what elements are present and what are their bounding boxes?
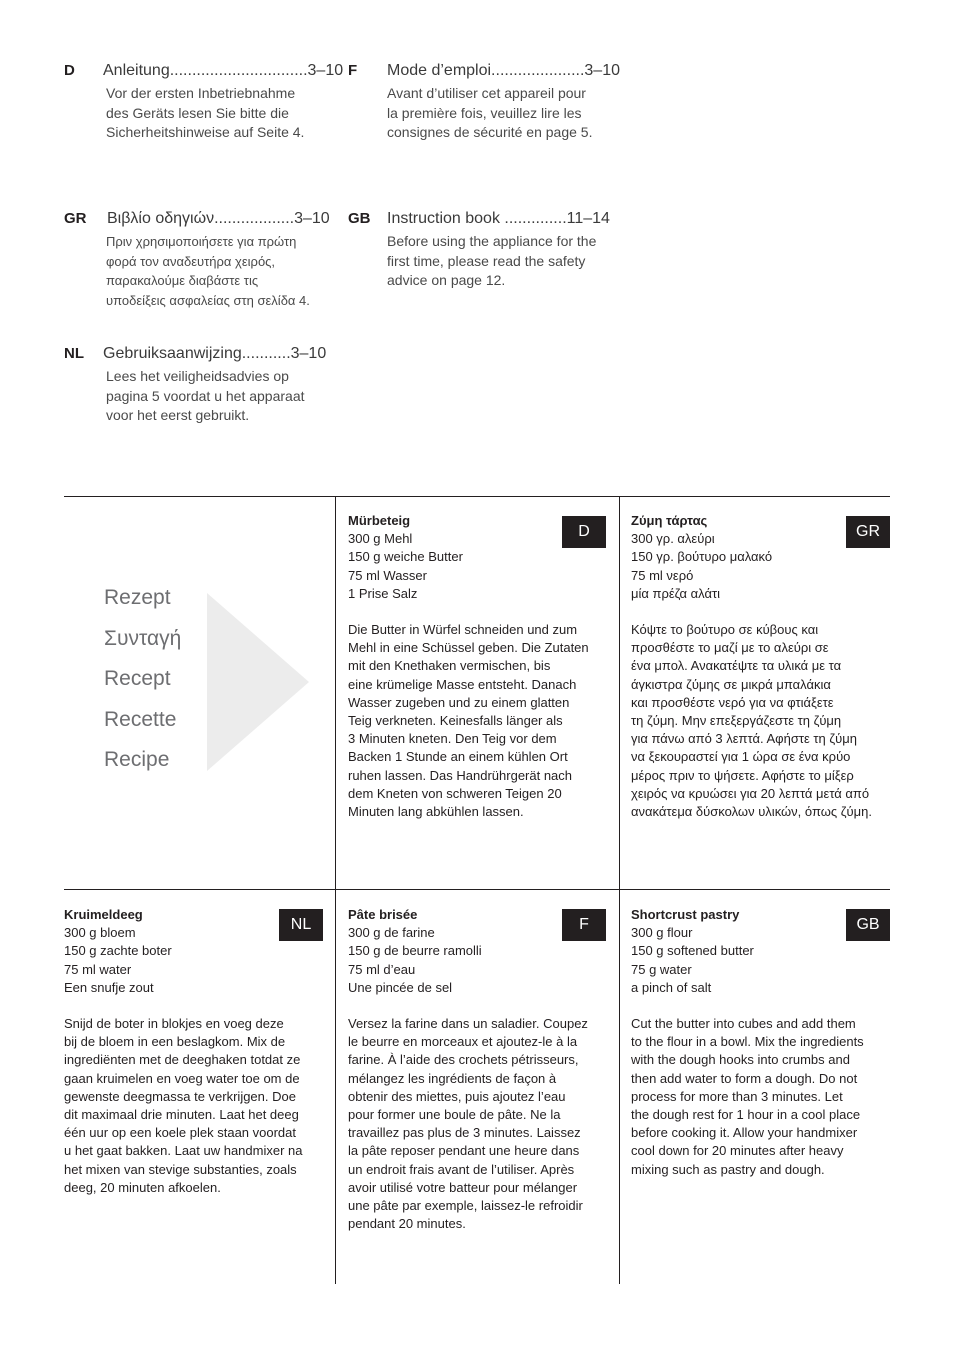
ingredient: Een snufje zout (64, 979, 154, 995)
toc-description (106, 84, 304, 143)
language-badge-d: D (562, 516, 606, 548)
desc-line: Vor der ersten Inbetriebnahme (106, 85, 296, 101)
language-badge-f: F (562, 909, 606, 941)
ingredient: 75 ml Wasser (348, 567, 427, 583)
ingredient: Une pincée de sel (348, 979, 453, 995)
toc-description (106, 367, 305, 426)
toc-description (387, 84, 592, 143)
desc-line: υποδείξεις ασφαλείας στη σελίδα 4. (106, 292, 310, 308)
grid-divider-right (619, 496, 620, 1284)
recipe-label-de: Rezept (104, 586, 171, 609)
toc-title-line: Instruction book ..............11–14 (387, 210, 610, 227)
instruction-line: u het gaat bakken. Laat uw handmixer na (64, 1143, 303, 1159)
language-code: F (348, 62, 358, 79)
instruction-line: mélangez les ingrédients de façon à (348, 1070, 557, 1086)
grid-divider-left (335, 496, 336, 1284)
instruction-line: Cut the butter into cubes and add them (631, 1016, 856, 1032)
toc-description (106, 232, 310, 310)
toc-title-line: Anleitung...............................3–10 (103, 62, 344, 79)
desc-line: Lees het veiligheidsadvies op (106, 368, 289, 384)
recipe-instructions (64, 1015, 328, 1197)
toc-description (387, 232, 596, 291)
language-code: GB (348, 210, 371, 227)
instruction-line: the dough rest for 1 hour in a cool place (631, 1107, 861, 1123)
instruction-line: gewenste deegmassa te verkrijgen. Doe (64, 1088, 296, 1104)
instruction-line: χειρός να κρυώσει για 20 λεπτά μετά από (631, 785, 870, 801)
desc-line: des Geräts lesen Sie bitte die (106, 104, 289, 121)
instruction-line: προσθέστε το μαζί με το αλεύρι σε (631, 640, 829, 656)
instruction-line: να ξεκουραστεί για 1 ώρα σε ένα κρύο (631, 749, 851, 765)
instruction-line: Teig verkneten. Keinesfalls länger als (348, 713, 563, 729)
ingredient: 75 ml d’eau (348, 961, 416, 977)
ingredient: 75 ml νερό (631, 567, 694, 583)
instruction-line: before cooking it. Allow your handmixer (631, 1125, 858, 1141)
ingredient: 75 ml water (64, 961, 132, 977)
instruction-line: une pâte par exemple, laissez-le refroidir (348, 1198, 583, 1214)
instruction-line: la pâte reposer pendant une heure dans (348, 1143, 580, 1159)
ingredient: 150 g de beurre ramolli (348, 943, 482, 959)
desc-line: voor het eerst gebruikt. (106, 407, 250, 423)
desc-line: Before using the appliance for the (387, 233, 597, 249)
ingredient: 300 g de farine (348, 925, 435, 941)
grid-middle-rule (64, 889, 890, 890)
instruction-line: mit den Knethaken vermischen, bis (348, 658, 551, 674)
desc-line: pagina 5 voordat u het apparaat (106, 387, 305, 404)
instruction-line: farine. À l’aide des crochets pétrisseurs, (348, 1052, 579, 1068)
ingredient: 150 g softened butter (631, 943, 754, 959)
instruction-line: eine krümelige Masse entsteht. Danach (348, 676, 577, 692)
recipe-instructions (348, 621, 610, 821)
instruction-line: Wasser zugeben und zu einem glatten (348, 694, 570, 710)
instruction-line: to the flour in a bowl. Mix the ingredients (631, 1034, 864, 1050)
instruction-line: άγκιστρα ζύμης σε μικρά μπαλάκια (631, 676, 831, 692)
instruction-line: gaan kruimelen en voeg water toe om de (64, 1070, 300, 1086)
ingredient: 300 g Mehl (348, 531, 413, 547)
instruction-line: with the dough hooks into crumbs and (631, 1052, 850, 1068)
instruction-line: bij de bloem in een beslagkom. Mix de (64, 1034, 286, 1050)
ingredient: μία πρέζα αλάτι (631, 585, 721, 601)
arrow-right-icon (207, 593, 309, 771)
instruction-line: και προσθέστε νερό για να φτιάξετε (631, 694, 834, 710)
instruction-line: ανακάτεμα δύσκολων υλικών, όπως ζύμη. (631, 804, 872, 820)
instruction-line: ένα μπολ. Ανακατέψτε τα υλικά με τα (631, 658, 842, 674)
language-code: D (64, 62, 75, 79)
instruction-line: μέρος πριν το ψήσετε. Αφήστε το μίξερ (631, 767, 854, 783)
instruction-line: dit maximaal drie minuten. Laat het deeg (64, 1107, 299, 1123)
recipe-title: Kruimeldeeg (64, 907, 143, 922)
instruction-line: Mehl in eine Schüssel geben. Die Zutaten (348, 640, 589, 656)
instruction-line: mixing such as pastry and dough. (631, 1161, 825, 1177)
ingredient: 75 g water (631, 961, 692, 977)
language-badge-gr: GR (846, 516, 890, 548)
desc-line: consignes de sécurité en page 5. (387, 124, 593, 140)
recipe-title: Ζύμη τάρτας (631, 513, 708, 528)
recipe-de (348, 512, 610, 821)
recipe-f (348, 906, 610, 1233)
instruction-line: un endroit frais avant de l’utiliser. Après (348, 1161, 575, 1177)
desc-line: Sicherheitshinweise auf Seite 4. (106, 124, 305, 140)
ingredient: 300 g bloem (64, 925, 136, 941)
recipe-gb (631, 906, 893, 1179)
instruction-line: pendant 20 minutes. (348, 1216, 466, 1232)
desc-line: Avant d’utiliser cet appareil pour (387, 85, 586, 101)
instruction-line: Die Butter in Würfel schneiden und zum (348, 622, 578, 638)
recipe-language-list (104, 580, 181, 783)
instruction-line: Minuten lang abkühlen lassen. (348, 804, 524, 820)
recipe-nl (64, 906, 328, 1197)
recipe-instructions (348, 1015, 610, 1233)
ingredient: 150 g weiche Butter (348, 549, 463, 565)
recipe-gr (631, 512, 893, 821)
instruction-line: Snijd de boter in blokjes en voeg deze (64, 1016, 284, 1032)
instruction-line: obtenir des miettes, puis ajoutez l’eau (348, 1088, 566, 1104)
toc-title-line: Gebruiksaanwijzing...........3–10 (103, 345, 327, 362)
desc-line: φορά τον αναδευτήρα χειρός, (106, 253, 276, 269)
instruction-line: travaillez pas plus de 3 minutes. Laissez (348, 1125, 581, 1141)
ingredient: 1 Prise Salz (348, 585, 418, 601)
instruction-line: deeg, 20 minuten afkoelen. (64, 1179, 221, 1195)
ingredient: 300 g flour (631, 925, 693, 941)
ingredient: 150 g zachte boter (64, 943, 172, 959)
instruction-line: le beurre en morceaux et ajoutez-le à la (348, 1034, 578, 1050)
instruction-line: Versez la farine dans un saladier. Coupez (348, 1016, 588, 1032)
instruction-line: ingrediënten met de deeghaken totdat ze (64, 1052, 301, 1068)
instruction-line: dem Kneten von schweren Teigen 20 (348, 785, 562, 801)
recipe-instructions (631, 1015, 893, 1179)
instruction-line: process for more than 3 minutes. Let (631, 1088, 843, 1104)
desc-line: la première fois, veuillez lire les (387, 104, 582, 121)
recipe-title: Shortcrust pastry (631, 907, 740, 922)
language-code: GR (64, 210, 87, 227)
instruction-line: τη ζύμη. Μην επεξεργάζεστε τη ζύμη (631, 713, 842, 729)
recipe-title: Pâte brisée (348, 907, 418, 922)
desc-line: first time, please read the safety (387, 252, 586, 269)
language-badge-gb: GB (846, 909, 890, 941)
desc-line: advice on page 12. (387, 272, 506, 288)
toc-title-line: Mode d’emploi.....................3–10 (387, 62, 620, 79)
recipe-label-en: Recipe (104, 748, 170, 771)
recipe-label-fr: Recette (104, 707, 177, 731)
instruction-line: cool down for 20 minutes after heavy (631, 1143, 844, 1159)
recipe-instructions (631, 621, 893, 821)
ingredient: 300 γρ. αλεύρι (631, 531, 715, 547)
instruction-line: Backen 1 Stunde an einem kühlen Ort (348, 749, 568, 765)
instruction-line: het mixen van stevige substanties, zoals (64, 1161, 297, 1177)
instruction-line: ruhen lassen. Das Handrührgerät nach (348, 767, 573, 783)
instruction-line: één uur op een koele plek staan voordat (64, 1125, 297, 1141)
grid-top-rule (64, 496, 890, 497)
recipe-title: Mürbeteig (348, 513, 411, 528)
recipe-label-gr: Συνταγή (104, 626, 182, 650)
instruction-line: Κόψτε το βούτυρο σε κύβους και (631, 622, 819, 638)
instruction-line: για πάνω από 3 λεπτά. Αφήστε τη ζύμη (631, 731, 857, 747)
toc-title-line: Βιβλίο οδηγιών..................3–10 (107, 210, 330, 227)
instruction-line: avoir utilisé votre batteur pour mélanger (348, 1179, 578, 1195)
instruction-line: 3 Minuten kneten. Den Teig vor dem (348, 731, 557, 747)
language-code: NL (64, 345, 84, 362)
desc-line: Πριν χρησιμοποιήσετε για πρώτη (106, 234, 297, 249)
recipe-label-nl: Recept (104, 667, 171, 690)
ingredient: 150 γρ. βούτυρο μαλακό (631, 549, 773, 565)
desc-line: παρακαλούμε διαβάστε τις (106, 273, 259, 288)
instruction-line: then add water to form a dough. Do not (631, 1070, 858, 1086)
instruction-line: pour former une boule de pâte. Ne la (348, 1107, 561, 1123)
ingredient: a pinch of salt (631, 979, 712, 995)
language-badge-nl: NL (279, 909, 323, 941)
